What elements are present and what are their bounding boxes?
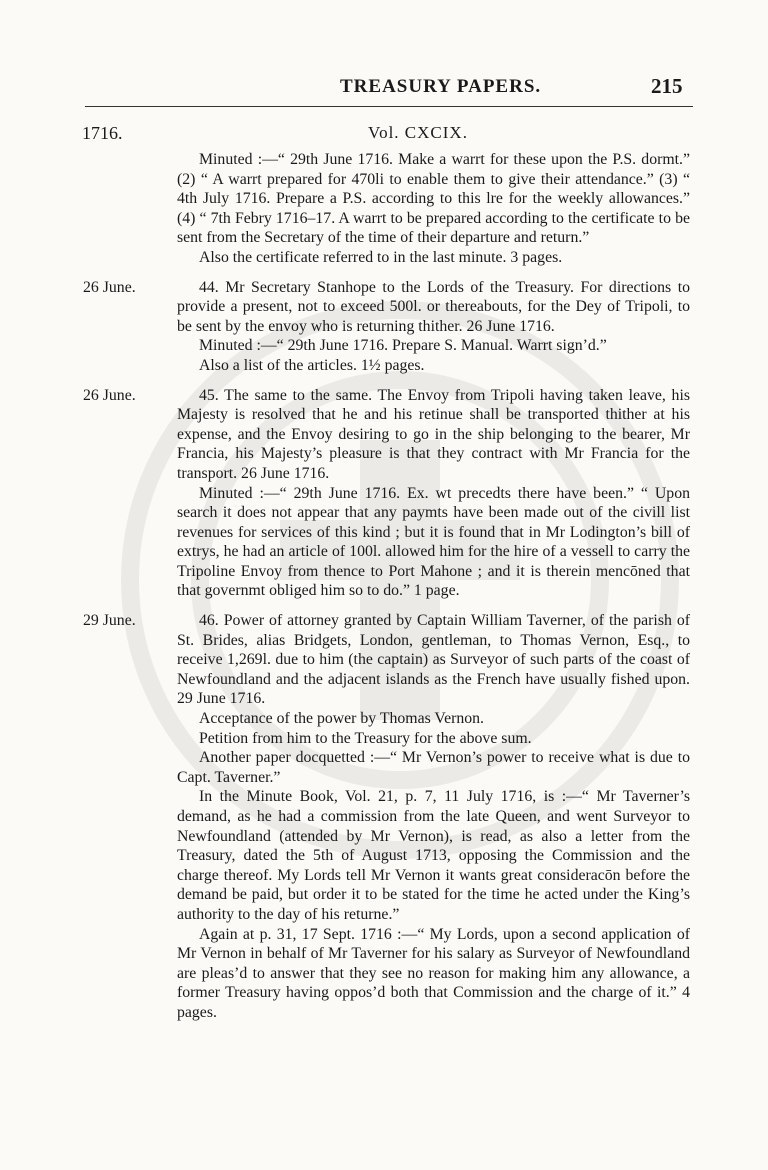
continuation-note: Also the certificate referred to in the last minute. 3 pages. bbox=[199, 248, 563, 266]
entry-paragraph: Petition from him to the Treasury for the above sum. bbox=[199, 729, 532, 747]
entry-paragraph: Minuted :—“ 29th June 1716. Ex. wt precedts there have been.” “ Upon search it does not appear that any paymts have been made out of the civill list revenues for services of this kind ; but it is found that in Mr Lodington’s bill of extrys, he had an article of 100l. allowed him for the hire of a vessell to carry the Tripoline Envoy from thence to Port Mahone ; and it is therein mencōned that that governmt obliged him so to do.” 1 page. bbox=[177, 484, 690, 600]
entry-date: 26 June. bbox=[83, 278, 136, 296]
entry-46 bbox=[83, 611, 690, 1022]
entry-date: 26 June. bbox=[83, 386, 136, 404]
entry-paragraph: In the Minute Book, Vol. 21, p. 7, 11 July 1716, is :—“ Mr Taverner’s demand, as he had a commission from the late Queen, and went Surveyor to Newfoundland (attended by Mr Vernon), is read, as also a letter from the Treasury, dated the 5th of August 1713, opposing the Commission and the charge thereof. My Lords tell Mr Vernon it wants great consideracōn before the demand be paid, but order it to be stated for the time he acted under the King’s authority to the day of his returne.” bbox=[177, 788, 690, 923]
margin-year: 1716. bbox=[82, 123, 123, 143]
entry-paragraph: Acceptance of the power by Thomas Vernon. bbox=[199, 710, 484, 728]
entry-paragraph: Another paper docquetted :—“ Mr Vernon’s power to receive what is due to Capt. Taverner.” bbox=[177, 749, 690, 786]
entry-paragraph: Again at p. 31, 17 Sept. 1716 :—“ My Lords, upon a second application of Mr Vernon in behalf of Mr Taverner for his salary as Surveyor of Newfoundland are pleas’d to answer that they see no reason for making him any allowance, a former Treasury having oppos’d both that Commission and the charge of it.” 4 pages. bbox=[177, 925, 690, 1021]
header-divider bbox=[85, 106, 693, 107]
continuation-minute: Minuted :—“ 29th June 1716. Make a warrt for these upon the P.S. dormt.” (2) “ A warrt prepared for 470li to enable them to give their attendance.” (3) “ 4th July 1716. Prepare a P.S. according to this lre for the weekly allowances.” (4) “ 7th Febry 1716–17. A warrt to be prepared according to the certificate to be sent from the Secretary of the time of their departure and return.” bbox=[177, 151, 690, 247]
entry-44 bbox=[83, 278, 690, 376]
running-header-title: TREASURY PAPERS. bbox=[340, 76, 542, 97]
entry-paragraph: Also a list of the articles. 1½ pages. bbox=[199, 356, 425, 374]
entry-paragraph: 45. The same to the same. The Envoy from Tripoli having taken leave, his Majesty is resolved that he and his retinue shall be transported thither at his expense, and the Envoy desiring to go in the ship belonging to the bearer, Mr Francia, his Majesty’s pleasure is that they contract with Mr Francia for the transport. 26 June 1716. bbox=[177, 386, 690, 482]
entry-date: 29 June. bbox=[83, 612, 136, 630]
entry-45 bbox=[83, 386, 690, 602]
page-number: 215 bbox=[651, 74, 683, 98]
entry-paragraph: Minuted :—“ 29th June 1716. Prepare S. Manual. Warrt sign’d.” bbox=[199, 337, 607, 355]
entry-paragraph: 46. Power of attorney granted by Captain William Taverner, of the parish of St. Brides, alias Bridgets, London, gentleman, to Thomas Vernon, Esq., to receive 1,269l. due to him (the captain) as Surveyor of such parts of the coast of Newfoundland and the adjacent islands as the French have usually fished upon. 29 June 1716. bbox=[177, 612, 690, 708]
volume-heading: Vol. CXCIX. bbox=[368, 123, 468, 142]
document-body bbox=[83, 150, 690, 1023]
entry-paragraph: 44. Mr Secretary Stanhope to the Lords of the Treasury. For directions to provide a present, not to exceed 500l. or thereabouts, for the Dey of Tripoli, to be sent by the envoy who is returning thither. 26 June 1716. bbox=[177, 278, 690, 335]
